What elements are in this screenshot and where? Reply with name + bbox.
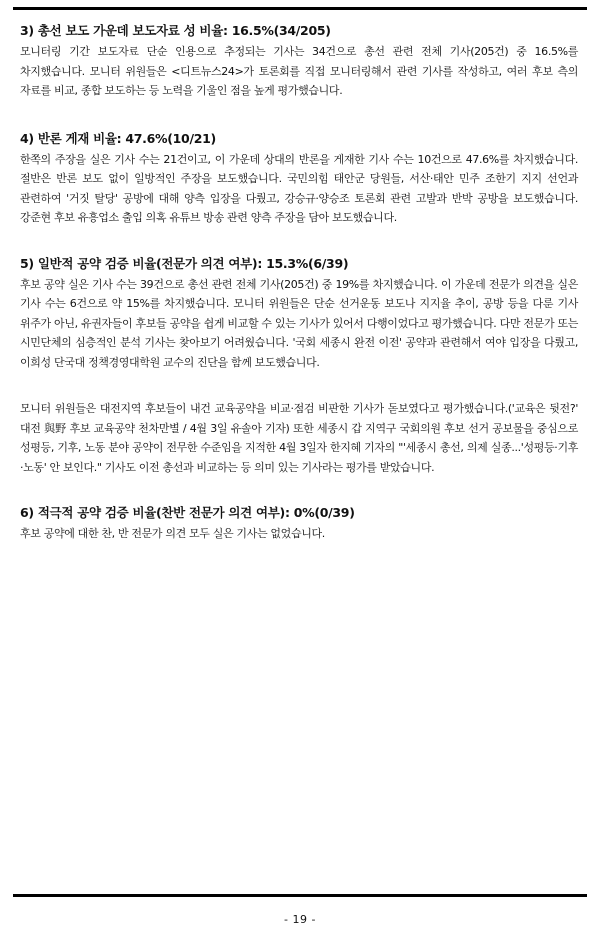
section-spacer xyxy=(20,228,578,255)
section-heading: 5) 일반적 공약 검증 비율(전문가 의견 여부): 15.3%(6/39) xyxy=(20,255,349,271)
bottom-rule xyxy=(13,894,587,897)
page-number: - 19 - xyxy=(284,913,316,926)
section-spacer xyxy=(20,101,578,130)
section-paragraph: 한쪽의 주장을 실은 기사 수는 21건이고, 이 가운데 상대의 반론을 게재한 기사 수는 10건으로 47.6%를 차지했습니다. 절반은 반론 보도 없이 일방적인 주장을 보도했습니다. 국민의힘 태안군 당원들, 서산·태안 민주 조한기 지지 선언과 관련하여 '거짓 탈당' 공방에 대해 양측 입장을 다뤘고, 강승규·양승조 토론회 관련 고발과 반박 공방을 보도했습니다. 강준현 후보 유흥업소 출입 의혹 유튜브 방송 관련 양측 주장을 담아 보도했습니다. xyxy=(20,152,578,224)
document-body xyxy=(20,22,578,544)
section-paragraph: 모니터 위원들은 대전지역 후보들이 내건 교육공약을 비교·점검 비판한 기사가 돋보였다고 평가했습니다.('교육은 뒷전?' 대전 與野 후보 교육공약 천차만별 / 4월 3일 유솔아 기자) 또한 세종시 갑 지역구 국회의원 후보 선거 공보물을 중심으로 성평등, 기후, 노동 분야 공약이 전무한 수준임을 지적한 4월 3일자 한지혜 기자의 "'세종시 총선, 의제 실종...'성평등·기후·노동' 안 보인다." 기사도 이전 총선과 비교하는 등 의미 있는 기사라는 평가를 받았습니다. xyxy=(20,402,578,474)
section-4-rebuttal-ratio xyxy=(20,130,578,228)
section-heading: 4) 반론 게재 비율: 47.6%(10/21) xyxy=(20,130,216,146)
section-5-general-pledge-verification xyxy=(20,255,578,478)
section-paragraph: 모니터링 기간 보도자료 단순 인용으로 추정되는 기사는 34건으로 총선 관련 전체 기사(205건) 중 16.5%를 차지했습니다. 모니터 위원들은 <디트뉴스24>가 토론회를 직접 모니터링해서 관련 기사를 작성하고, 여러 후보 측의 자료를 비교, 종합 보도하는 등 노력을 기울인 점을 높게 평가했습니다. xyxy=(20,45,578,97)
top-rule xyxy=(13,7,587,10)
section-spacer xyxy=(20,477,578,504)
section-6-active-pledge-verification xyxy=(20,504,578,544)
section-heading: 3) 총선 보도 가운데 보도자료 성 비율: 16.5%(34/205) xyxy=(20,23,331,38)
section-paragraph: 후보 공약 실은 기사 수는 39건으로 총선 관련 전체 기사(205건) 중 19%를 차지했습니다. 이 가운데 전문가 의견을 실은 기사 수는 6건으로 약 15%를 차지했습니다. 모니터 위원들은 단순 선거운동 보도나 지지율 추이, 공방 등을 다룬 기사 위주가 아닌, 유권자들이 후보들 공약을 쉽게 비교할 수 있는 기사가 있어서 다행이었다고 평가했습니다. 다만 전문가 또는 시민단체의 심층적인 분석 기사는 찾아보기 어려웠습니다. '국회 세종시 완전 이전' 공약과 관련해서 여야 입장을 다뤘고, 이희성 단국대 정책경영대학원 교수의 진단을 함께 보도했습니다. xyxy=(20,277,578,369)
section-3-press-release-ratio xyxy=(20,22,578,101)
paragraph-spacer xyxy=(20,372,578,399)
section-paragraph: 후보 공약에 대한 찬, 반 전문가 의견 모두 실은 기사는 없었습니다. xyxy=(20,527,325,540)
section-heading: 6) 적극적 공약 검증 비율(찬반 전문가 의견 여부): 0%(0/39) xyxy=(20,505,355,520)
